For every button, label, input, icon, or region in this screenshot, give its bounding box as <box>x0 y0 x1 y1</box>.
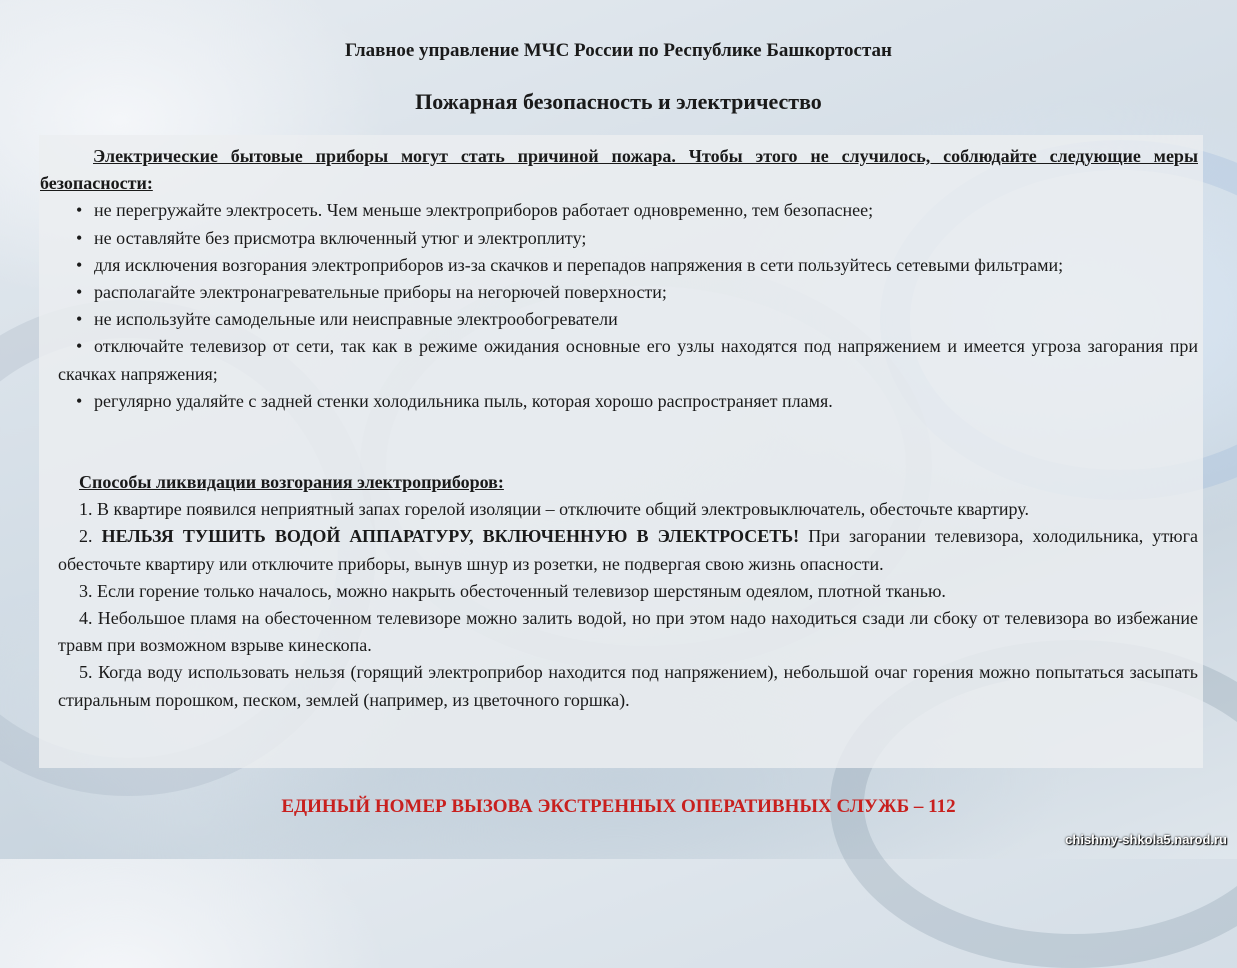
list-item: • не оставляйте без присмотра включенный утюг и электроплиту; <box>40 225 1198 252</box>
list-item: • не используйте самодельные или неисправные электрообогреватели <box>40 306 1198 333</box>
bullet-icon: • <box>76 200 83 221</box>
list-item: • отключайте телевизор от сети, так как в режиме ожидания основные его узлы находятся под напряжением и имеется угроза загорания при скачках напряжения; <box>40 333 1198 387</box>
step-item: 2. НЕЛЬЗЯ ТУШИТЬ ВОДОЙ АППАРАТУРУ, ВКЛЮЧЕННУЮ В ЭЛЕКТРОСЕТЬ! При загорании телевизора, холодильника, утюга обесточьте квартиру или отключите приборы, вынув шнур из розетки, не подвергая свою жизнь опасности. <box>58 526 1198 574</box>
step-item: 5. Когда воду использовать нельзя (горящий электроприбор находится под напряжением), небольшой очаг горения можно попытаться засыпать стиральным порошком, песком, землей (например, из цветочного горшка). <box>58 662 1198 710</box>
list-item: • располагайте электронагревательные приборы на негорючей поверхности; <box>40 279 1198 306</box>
extinguish-steps-list <box>40 496 1198 714</box>
list-item: • не перегружайте электросеть. Чем меньше электроприборов работает одновременно, тем безопаснее; <box>40 197 1198 224</box>
safety-rules-list <box>40 197 1198 415</box>
page-title: Пожарная безопасность и электричество <box>415 89 822 114</box>
list-item: • для исключения возгорания электроприборов из-за скачков и перепадов напряжения в сети пользуйтесь сетевыми фильтрами; <box>40 252 1198 279</box>
bullet-icon: • <box>76 254 83 275</box>
intro-paragraph: Электрические бытовые приборы могут стать причиной пожара. Чтобы этого не случилось, соблюдайте следующие меры безопасности: <box>40 146 1198 194</box>
document-body <box>40 143 1198 714</box>
step-item: 1. В квартире появился неприятный запах горелой изоляции – отключите общий электровыключатель, обесточьте квартиру. <box>79 499 1029 520</box>
emergency-number: ЕДИНЫЙ НОМЕР ВЫЗОВА ЭКСТРЕННЫХ ОПЕРАТИВНЫХ СЛУЖБ – 112 <box>281 796 956 817</box>
bullet-icon: • <box>76 336 83 357</box>
list-item: • регулярно удаляйте с задней стенки холодильника пыль, которая хорошо распространяет пламя. <box>40 388 1198 415</box>
site-watermark: chishmy-shkola5.narod.ru <box>1065 832 1227 847</box>
organization-header: Главное управление МЧС России по Республике Башкортостан <box>345 40 892 61</box>
bullet-icon: • <box>76 227 83 248</box>
bullet-icon: • <box>76 390 83 411</box>
bullet-icon: • <box>76 309 83 330</box>
warning-text: НЕЛЬЗЯ ТУШИТЬ ВОДОЙ АППАРАТУРУ, ВКЛЮЧЕННУЮ В ЭЛЕКТРОСЕТЬ! <box>101 526 800 547</box>
step-item: 3. Если горение только началось, можно накрыть обесточенный телевизор шерстяным одеялом, плотной тканью. <box>79 580 946 601</box>
section-heading: Способы ликвидации возгорания электроприборов: <box>79 472 504 493</box>
bullet-icon: • <box>76 282 83 303</box>
step-item: 4. Небольшое пламя на обесточенном телевизоре можно залить водой, но при этом надо находиться сзади ли сбоку от телевизора во избежание травм при возможном взрыве кинескопа. <box>58 608 1198 656</box>
